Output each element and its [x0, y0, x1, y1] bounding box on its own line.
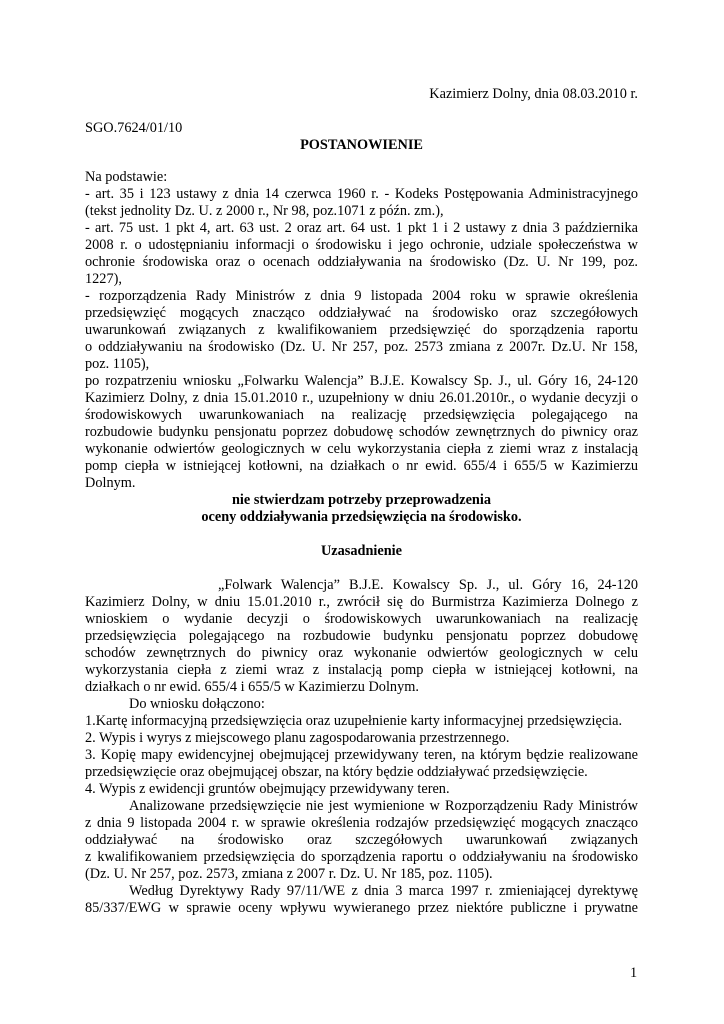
basis-line: uwarunkowań związanych z kwalifikowaniem przedsięwzięć do sporządzenia raportu: [85, 322, 638, 338]
attachments-intro: Do wniosku dołączono:: [129, 696, 265, 712]
basis-line: pomp ciepła w istniejącej kotłowni, na działkach o nr ewid. 655/4 i 655/5 w Kazimierzu: [85, 458, 638, 474]
basis-line: Dolnym.: [85, 475, 136, 491]
basis-line: 2008 r. o udostępnianiu informacji o środowisku i jego ochronie, udziale społeczeństwa w: [85, 237, 638, 253]
analysis-line: z dnia 9 listopada 2004 r. w sprawie określenia rodzajów przedsięwzięć mogących znacząco: [85, 815, 638, 831]
analysis-line: (Dz. U. Nr 257, poz. 2573, zmiana z 2007 r. Dz. U. Nr 185, poz. 1105).: [85, 866, 493, 882]
attachment-item: 4. Wypis z ewidencji gruntów obejmujący przewidywany teren.: [85, 781, 450, 797]
basis-line: po rozpatrzeniu wniosku „Folwarku Walencja” B.J.E. Kowalscy Sp. J., ul. Góry 16, 24-120: [85, 373, 638, 389]
basis-line: środowiskowych uwarunkowaniach na realizację przedsięwzięcia polegającego na: [85, 407, 638, 423]
justification-line: Kazimierz Dolny, w dniu 15.01.2010 r., zwrócił się do Burmistrza Kazimierza Dolnego z: [85, 594, 638, 610]
basis-line: - rozporządzenia Rady Ministrów z dnia 9 listopada 2004 roku w sprawie określenia: [85, 288, 638, 304]
page-number: 1: [630, 965, 638, 981]
basis-line: - art. 35 i 123 ustawy z dnia 14 czerwca 1960 r. - Kodeks Postępowania Administracyjnego: [85, 186, 638, 202]
basis-line: o oddziaływaniu na środowisko (Dz. U. Nr 257, poz. 2573 zmiana z 2007r. Dz.U. Nr 158,: [85, 339, 638, 355]
justification-line: „Folwark Walencja” B.J.E. Kowalscy Sp. J., ul. Góry 16, 24-120: [218, 577, 638, 593]
basis-line: rozbudowie budynku pensjonatu poprzez dobudowę schodów zewnętrznych do piwnicy oraz: [85, 424, 638, 440]
attachment-item: 1.Kartę informacyjną przedsięwzięcia oraz uzupełnienie karty informacyjnej przedsięwzięcia.: [85, 713, 623, 729]
basis-line: wykonanie odwiertów geologicznych w celu wykorzystania ciepła z ziemi wraz z instalacją: [85, 441, 638, 457]
justification-line: wykorzystania ciepła z ziemi wraz z instalacją pomp ciepła w istniejącej kotłowni, na: [85, 662, 638, 678]
basis-line: - art. 75 ust. 1 pkt 4, art. 63 ust. 2 oraz art. 64 ust. 1 pkt 1 i 2 ustawy z dnia 3 października: [85, 220, 638, 236]
document-page: [85, 0, 638, 1024]
document-title: POSTANOWIENIE: [300, 137, 423, 153]
analysis-line: oddziaływać na środowisko oraz szczegółowych uwarunkowań związanych: [85, 832, 638, 848]
justification-line: wnioskiem o wydanie decyzji o środowiskowych uwarunkowaniach na realizację: [85, 611, 638, 627]
analysis-line: z kwalifikowaniem przedsięwzięcia do sporządzenia raportu o oddziaływaniu na środowisko: [85, 849, 638, 865]
attachment-item: 3. Kopię mapy ewidencyjnej obejmującej przewidywany teren, na którym będzie realizowane: [85, 747, 638, 763]
attachment-item: przedsięwzięcie oraz obejmującej obszar, na który będzie oddziaływać przedsięwzięcie.: [85, 764, 588, 780]
justification-heading: Uzasadnienie: [320, 543, 403, 559]
basis-line: (tekst jednolity Dz. U. z 2000 r., Nr 98, poz.1071 z późn. zm.),: [85, 203, 444, 219]
justification-line: schodów zewnętrznych do piwnicy oraz wykonanie odwiertów geologicznych w celu: [85, 645, 638, 661]
directive-line: 85/337/EWG w sprawie oceny wpływu wywieranego przez niektóre publiczne i prywatne: [85, 900, 638, 916]
basis-line: poz. 1105),: [85, 356, 150, 372]
basis-line: przedsięwzięć mogących znacząco oddziaływać na środowisko oraz szczegółowych: [85, 305, 638, 321]
reference-number: SGO.7624/01/10: [85, 120, 183, 136]
basis-line: ochronie środowiska oraz o ocenach oddziaływania na środowisko (Dz. U. Nr 199, poz.: [85, 254, 638, 270]
attachment-item: 2. Wypis i wyrys z miejscowego planu zagospodarowania przestrzennego.: [85, 730, 510, 746]
justification-line: działkach o nr ewid. 655/4 i 655/5 w Kazimierzu Dolnym.: [85, 679, 419, 695]
place-date: Kazimierz Dolny, dnia 08.03.2010 r.: [429, 86, 638, 102]
decision-line-2: oceny oddziaływania przedsięwzięcia na środowisko.: [201, 509, 522, 525]
basis-line: Kazimierz Dolny, z dnia 15.01.2010 r., uzupełniony w dniu 26.01.2010r., o wydanie decyzji o: [85, 390, 638, 406]
basis-line: 1227),: [85, 271, 122, 287]
justification-line: przedsięwzięcia polegającego na rozbudowie budynku pensjonatu poprzez dobudowę: [85, 628, 638, 644]
decision-line-1: nie stwierdzam potrzeby przeprowadzenia: [231, 492, 492, 508]
directive-line: Według Dyrektywy Rady 97/11/WE z dnia 3 marca 1997 r. zmieniającej dyrektywę: [129, 883, 638, 899]
analysis-line: Analizowane przedsięwzięcie nie jest wymienione w Rozporządzeniu Rady Ministrów: [129, 798, 638, 814]
basis-intro: Na podstawie:: [85, 169, 168, 185]
